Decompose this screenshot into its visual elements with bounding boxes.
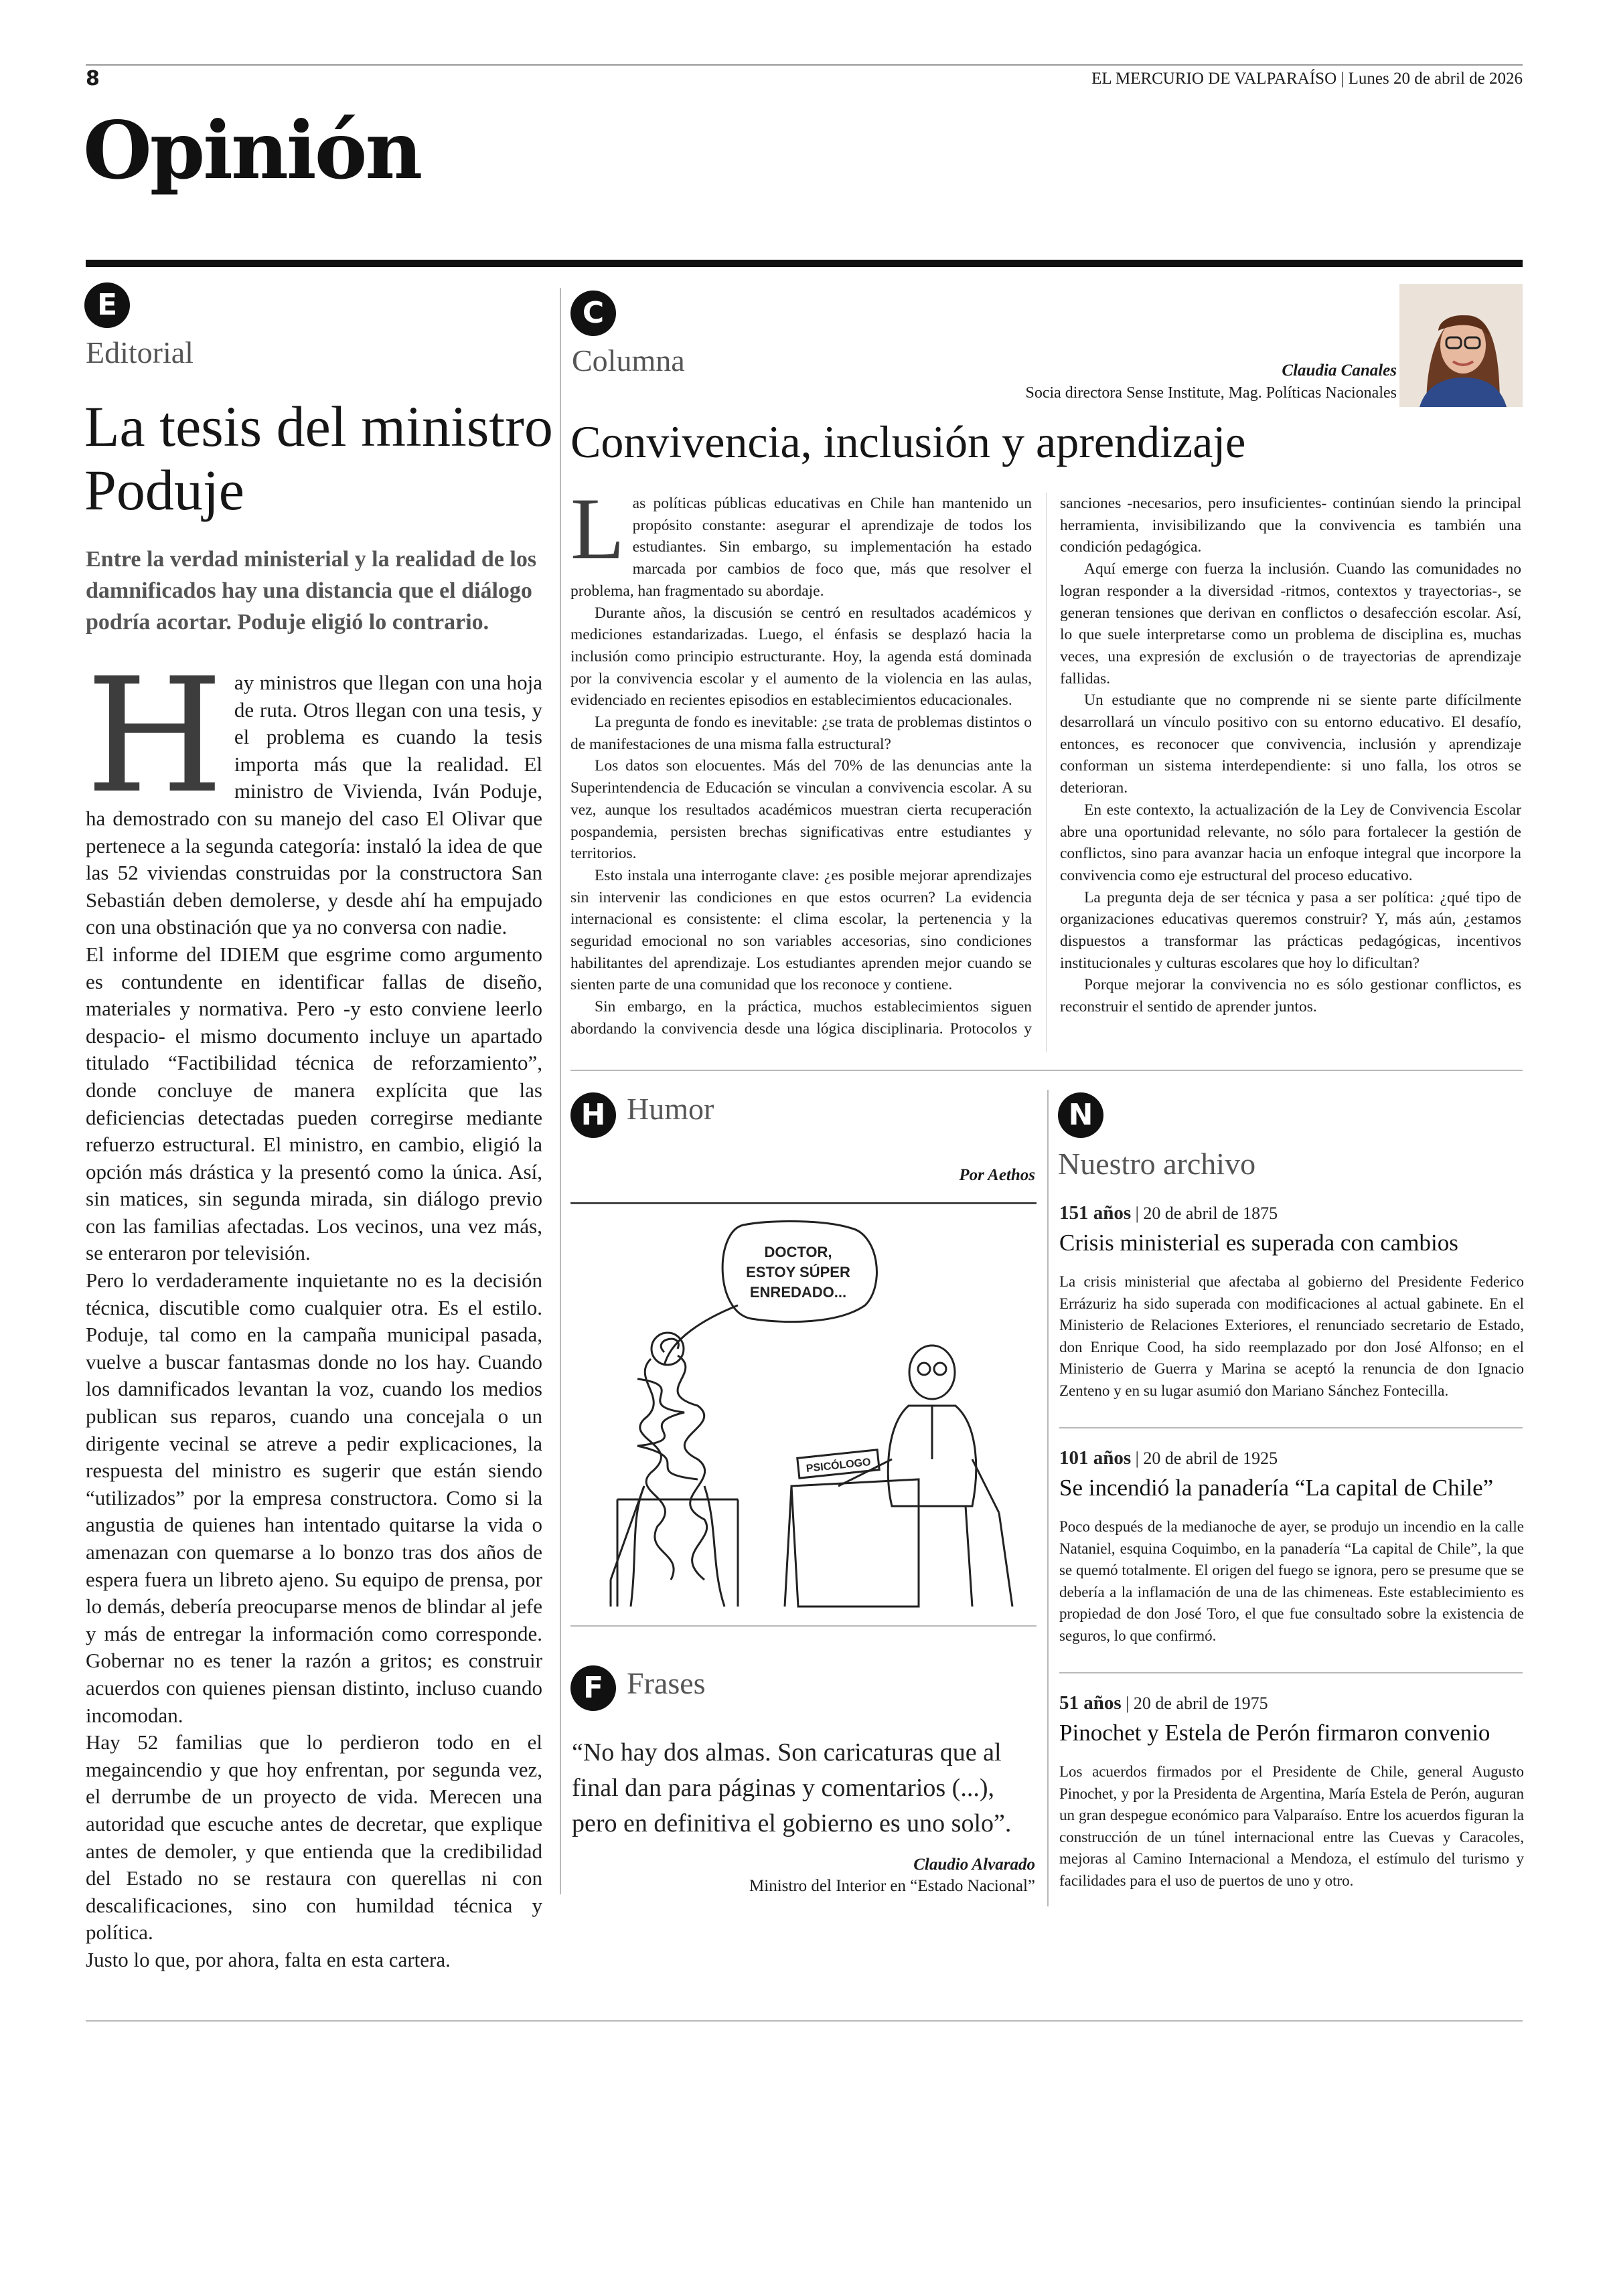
- section-title: Opinión: [83, 104, 421, 197]
- archive-entry: [1059, 1202, 1524, 1402]
- archive-entry-text: La crisis ministerial que afectaba al gobierno del Presidente Federico Errázuriz ha sido superada con modificaciones al actual gabinete. En el Ministerio de Relaciones Exteriores, el renunciado secretario de Estado, don Enrique Cood, ha sido reemplazado por don José Alfonso; en el Ministerio de Guerra y Marina se aceptó la renuncia de don Ignacio Zenteno y en su lugar asumió don Mariano Sánchez Fontecilla.: [1059, 1273, 1524, 1399]
- archive-entry: [1059, 1447, 1524, 1647]
- column-paragraph: Porque mejorar la convivencia no es sólo gestionar conflictos, es reconstruir el sentido de aprender juntos.: [1060, 976, 1521, 1016]
- column-drop-cap: L: [570, 479, 625, 578]
- frases-author: Claudio Alvarado: [913, 1856, 1035, 1874]
- speech-bubble-line: ESTOY SÚPER: [746, 1264, 850, 1281]
- footer-rule: [86, 2020, 1523, 2022]
- column-paragraph: Esto instala una interrogante clave: ¿es posible mejorar aprendizajes sin intervenir las condiciones en que estos ocurren? La evidencia internacional es consistente: el clima escolar, la pertenencia y la seguridad emocional no son variables accesorias, sino condiciones habilitantes del aprendizaje. Los estudiantes aprenden mejor cuando se sienten parte de una comunidad que los reconoce y contiene.: [570, 866, 1032, 994]
- column-author-name: Claudia Canales: [1282, 361, 1397, 380]
- column-divider: [560, 288, 561, 1894]
- cartoon-illustration: [570, 1205, 1037, 1620]
- archive-badge: N: [1058, 1092, 1103, 1138]
- frases-label: Frases: [627, 1666, 706, 1700]
- archive-entry-date: 51 años | 20 de abril de 1975: [1059, 1692, 1268, 1714]
- archive-entry-date: 101 años | 20 de abril de 1925: [1059, 1447, 1278, 1469]
- humor-bottom-rule: [570, 1625, 1037, 1627]
- archive-entry-title: Se incendió la panadería “La capital de Chile”: [1059, 1475, 1494, 1501]
- editorial-paragraph: Pero lo verdaderamente inquietante no es la decisión técnica, discutible como cualquier otra. Es el estilo. Poduje, tal como en la campaña municipal pasada, vuelve a buscar fantasmas donde no los hay. Cuando los damnificados levantan la voz, cuando los medios publican sus reparos, cuando una concejala o un dirigente vecinal se atreve a pedir explicaciones, la respuesta del ministro es sugerir que están siendo “utilizados” por la empresa constructora. Como si la angustia de quienes han intentado quitarse la vida o amenazan con quemarse a lo bonzo tras dos años de espera fuera un libreto ajeno. Su equipo de prensa, por lo demás, debería preocuparse menos de blindar al jefe y más de entregar la información como corresponde. Gobernar no es tener la razón a gritos; es construir acuerdos con quienes piensan distinto, incluso cuando incomodan.: [86, 1268, 542, 1727]
- author-portrait-image: [1399, 284, 1523, 407]
- editorial-drop-cap: H: [86, 644, 224, 828]
- frases-badge: F: [570, 1665, 616, 1711]
- cartoon: [570, 1205, 1037, 1620]
- editorial-paragraph: ay ministros que llegan con una hoja de ruta. Otros llegan con una tesis, y el problema es cuando la tesis importa más que la realidad. El ministro de Vivienda, Iván Poduje, ha demostrado con su manejo del caso El Olivar que pertenece a la segunda categoría: instaló la idea de que las 52 viviendas construidas por la constructora San Sebastián deben demolerse, y desde ahí ha empujado con una obstinación que ya no conversa con nadie.: [86, 671, 542, 939]
- column-paragraph: La pregunta deja de ser técnica y pasa a ser política: ¿qué tipo de organizaciones educativas queremos construir? Y, más aún, ¿estamos dispuestos a transformar las prácticas pedagógicas, incentivos institucionales y culturas escolares que hoy lo dificultan?: [1060, 888, 1521, 972]
- archive-entry-title: Pinochet y Estela de Perón firmaron convenio: [1059, 1720, 1490, 1746]
- editorial-paragraph: Hay 52 familias que lo perdieron todo en el megaincendio y que hoy enfrentan, por segunda vez, el derrumbe de un proyecto de vida. Merecen una autoridad que escuche antes de decretar, que explique antes de demoler, y que entienda que la credibilidad del Estado no se restaura con querellas ni con descalificaciones, sino con humildad técnica y política.: [86, 1730, 542, 1945]
- archive-entry-date: 151 años | 20 de abril de 1875: [1059, 1202, 1278, 1224]
- column-bottom-rule: [570, 1070, 1523, 1071]
- editorial-deck: Entre la verdad ministerial y la realidad de los damnificados hay una distancia que el diálogo podría acortar. Poduje eligió lo contrario.: [86, 547, 537, 635]
- editorial-label: Editorial: [86, 335, 194, 370]
- humor-byline: Por Aethos: [959, 1166, 1035, 1184]
- column-paragraph: Durante años, la discusión se centró en resultados académicos y mediciones estandarizadas. Luego, el énfasis se desplazó hacia la inclusión como principio estructurante. Hoy, la agenda está dominada por la convivencia escolar y el aumento de la violencia en las aulas, evidenciado en recientes episodios en establecimientos educacionales.: [570, 604, 1032, 710]
- speech-bubble-line: DOCTOR,: [764, 1244, 832, 1260]
- column-paragraph: Un estudiante que no comprende ni se siente parte difícilmente desarrollará un vínculo positivo con su entorno educativo. El desafío, entonces, es reconocer que convivencia, inclusión y aprendizaje conforman un sistema interdependiente: si uno falla, los otros se deterioran.: [1060, 691, 1521, 797]
- humor-label: Humor: [627, 1092, 714, 1126]
- humor-badge: H: [570, 1092, 616, 1138]
- frases-source: Ministro del Interior en “Estado Nacional”: [749, 1877, 1035, 1895]
- column-body: [570, 479, 1521, 1052]
- paper-name: EL MERCURIO DE VALPARAÍSO: [1091, 70, 1337, 88]
- column-paragraph: La pregunta de fondo es inevitable: ¿se trata de problemas distintos o de manifestaciones de una misma falla estructural?: [570, 714, 1032, 753]
- column-badge: C: [570, 291, 616, 336]
- column-paragraph: Los datos son elocuentes. Más del 70% de las denuncias ante la Superintendencia de Educación se vinculan a convivencia escolar. A su vez, aunque los resultados académicos muestran cierta recuperación pospandemia, persisten brechas significativas entre estudiantes y territorios.: [570, 757, 1032, 863]
- archive-rule: [1059, 1672, 1523, 1673]
- column-author-role: Socia directora Sense Institute, Mag. Políticas Nacionales: [1025, 384, 1397, 402]
- speech-bubble-line: ENREDADO...: [749, 1284, 847, 1301]
- header-thick-rule: [86, 260, 1523, 267]
- column-title: Convivencia, inclusión y aprendizaje: [570, 416, 1246, 467]
- editorial-paragraph: Justo lo que, por ahora, falta en esta cartera.: [86, 1947, 451, 1971]
- desk-sign-text: PSICÓLOGO: [806, 1456, 872, 1475]
- editorial-badge: E: [84, 282, 130, 328]
- archive-rule: [1059, 1427, 1523, 1428]
- column-label: Columna: [572, 343, 685, 378]
- column-paragraph: Las políticas públicas educativas en Chile han mantenido un propósito constante: asegurar el aprendizaje de todos los estudiantes. Sin embargo, su implementación ha estado marcada por cambios de foco que, más que resolver el problema, han fragmentado su abordaje.: [570, 479, 1032, 600]
- archive-label: Nuestro archivo: [1058, 1147, 1256, 1181]
- column-paragraph: Aquí emerge con fuerza la inclusión. Cuando las comunidades no logran responder a la diversidad -ritmos, contextos y trayectorias-, se generan tensiones que derivan en conflictos o desafección escolar. Así, lo que suele interpretarse como un problema de disciplina es, muchas veces, una expresión de exclusión o de trayectorias de aprendizaje fallidas.: [1060, 560, 1521, 687]
- archive-entry-text: Los acuerdos firmados por el Presidente de Chile, general Augusto Pinochet, y por la Presidenta de Argentina, María Estela de Perón, auguran un gran despegue económico para Valparaíso. Entre los acuerdos figuran la construcción de un túnel internacional entre las Cuevas y Caracoles, mejoras al Camino Internacional a Mendoza, el estímulo del turismo y facilidades para el uso de puertos de uno y otro.: [1059, 1763, 1524, 1889]
- archive-entry-title: Crisis ministerial es superada con cambios: [1059, 1230, 1458, 1256]
- top-rule: [86, 64, 1523, 66]
- humor-frame-rule: [570, 1202, 1037, 1204]
- archive-divider: [1047, 1090, 1049, 1906]
- page-number: 8: [86, 67, 100, 90]
- editorial-body: [86, 644, 542, 1971]
- issue-date: Lunes 20 de abril de 2026: [1348, 70, 1523, 88]
- editorial-title: La tesis del ministro Poduje: [84, 394, 553, 522]
- column-paragraph: Sin embargo, en la práctica, muchos establecimientos siguen abordando la convivencia desde una lógica disciplinaria. Protocolos y sanciones -necesarios, pero insuficientes- continúan siendo la principal herramienta, invisibilizando que la convivencia es también una condición pedagógica.: [570, 495, 1521, 1038]
- archive-entry-text: Poco después de la medianoche de ayer, se produjo un incendio en la calle Nataniel, esquina Coquimbo, en la panadería “La capital de Chile”, la que se quemó totalmente. El origen del fuego se ignora, pero se presume que se debería a la inflamación de una de las chimeneas. Este establecimiento es propiedad de don José Toro, el que fue consultado sobre la existencia de seguros, lo que confirmó.: [1059, 1518, 1524, 1644]
- archive-entry: [1059, 1692, 1524, 1892]
- masthead-info: EL MERCURIO DE VALPARAÍSO | Lunes 20 de abril de 2026: [1091, 70, 1523, 88]
- column-paragraph: En este contexto, la actualización de la Ley de Convivencia Escolar abre una oportunidad relevante, no sólo para fortalecer la gestión de conflictos, sino para avanzar hacia un enfoque integral que incorpore la convivencia como eje estructural del proceso educativo.: [1060, 801, 1521, 884]
- editorial-paragraph: El informe del IDIEM que esgrime como argumento es contundente en identificar fallas de diseño, materiales y normativa. Pero -y esto conviene leerlo despacio- el mismo documento incluye un apartado titulado “Factibilidad técnica de reforzamiento”, donde concluye de manera explícita que las deficiencias detectadas pueden corregirse mediante refuerzo estructural. El ministro, en cambio, eligió la opción más drástica y la presentó como la única. Así, sin matices, sin segunda mirada, sin diálogo previo con las familias afectadas. Los vecinos, una vez más, se enteraron por televisión.: [86, 942, 542, 1265]
- frases-quote: “No hay dos almas. Son caricaturas que al final dan para páginas y comentarios (...), pero en definitiva el gobierno es uno solo”.: [572, 1738, 1012, 1837]
- author-photo: [1399, 284, 1523, 407]
